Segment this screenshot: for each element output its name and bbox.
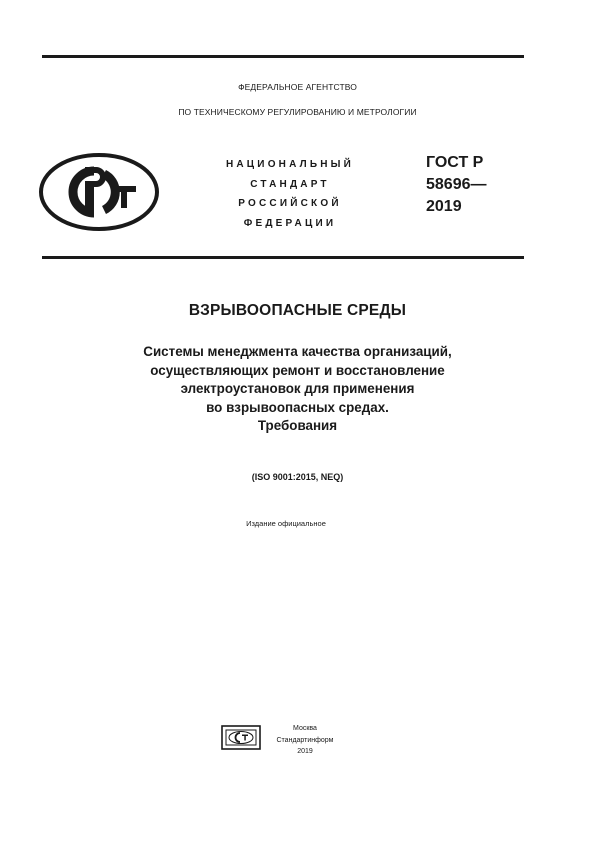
- top-rule: [42, 55, 524, 58]
- national-line-2: СТАНДАРТ: [250, 178, 330, 190]
- imprint-city: Москва: [293, 725, 317, 732]
- national-line-1: НАЦИОНАЛЬНЫЙ: [225, 159, 355, 170]
- document-title: ВЗРЫВООПАСНЫЕ СРЕДЫ: [188, 302, 407, 319]
- gost-line-2: 58696—: [426, 176, 487, 193]
- imprint-block: [265, 723, 345, 758]
- subtitle-line-1: Системы менеджмента качества организаций,: [143, 344, 452, 359]
- imprint-publisher: Стандартинформ: [276, 736, 334, 744]
- national-line-3: РОССИЙСКОЙ: [238, 198, 342, 209]
- gost-designation: [426, 152, 487, 218]
- agency-line-2: ПО ТЕХНИЧЕСКОМУ РЕГУЛИРОВАНИЮ И МЕТРОЛОГИИ: [178, 107, 417, 117]
- agency-line-1: ФЕДЕРАЛЬНОЕ АГЕНТСТВО: [238, 82, 357, 92]
- subtitle-line-3: электроустановок для применения: [180, 381, 415, 396]
- subtitle-line-4: во взрывоопасных средах.: [206, 399, 389, 415]
- iso-reference: (ISO 9001:2015, NEQ): [251, 472, 344, 482]
- standartinform-logo-icon: [221, 725, 261, 750]
- national-line-4: ФЕДЕРАЦИИ: [243, 217, 337, 229]
- document-subtitle: [40, 343, 555, 436]
- national-standard-label: [210, 155, 370, 233]
- gost-line-3: 2019: [426, 198, 462, 215]
- middle-rule: [42, 256, 524, 259]
- rst-certification-mark-icon: [38, 152, 160, 232]
- subtitle-line-5: Требования: [257, 418, 338, 433]
- imprint-year: 2019: [297, 748, 313, 755]
- subtitle-line-2: осуществляющих ремонт и восстановление: [150, 362, 445, 378]
- gost-line-1: ГОСТ Р: [426, 154, 484, 171]
- edition-note: Издание официальное: [246, 519, 326, 528]
